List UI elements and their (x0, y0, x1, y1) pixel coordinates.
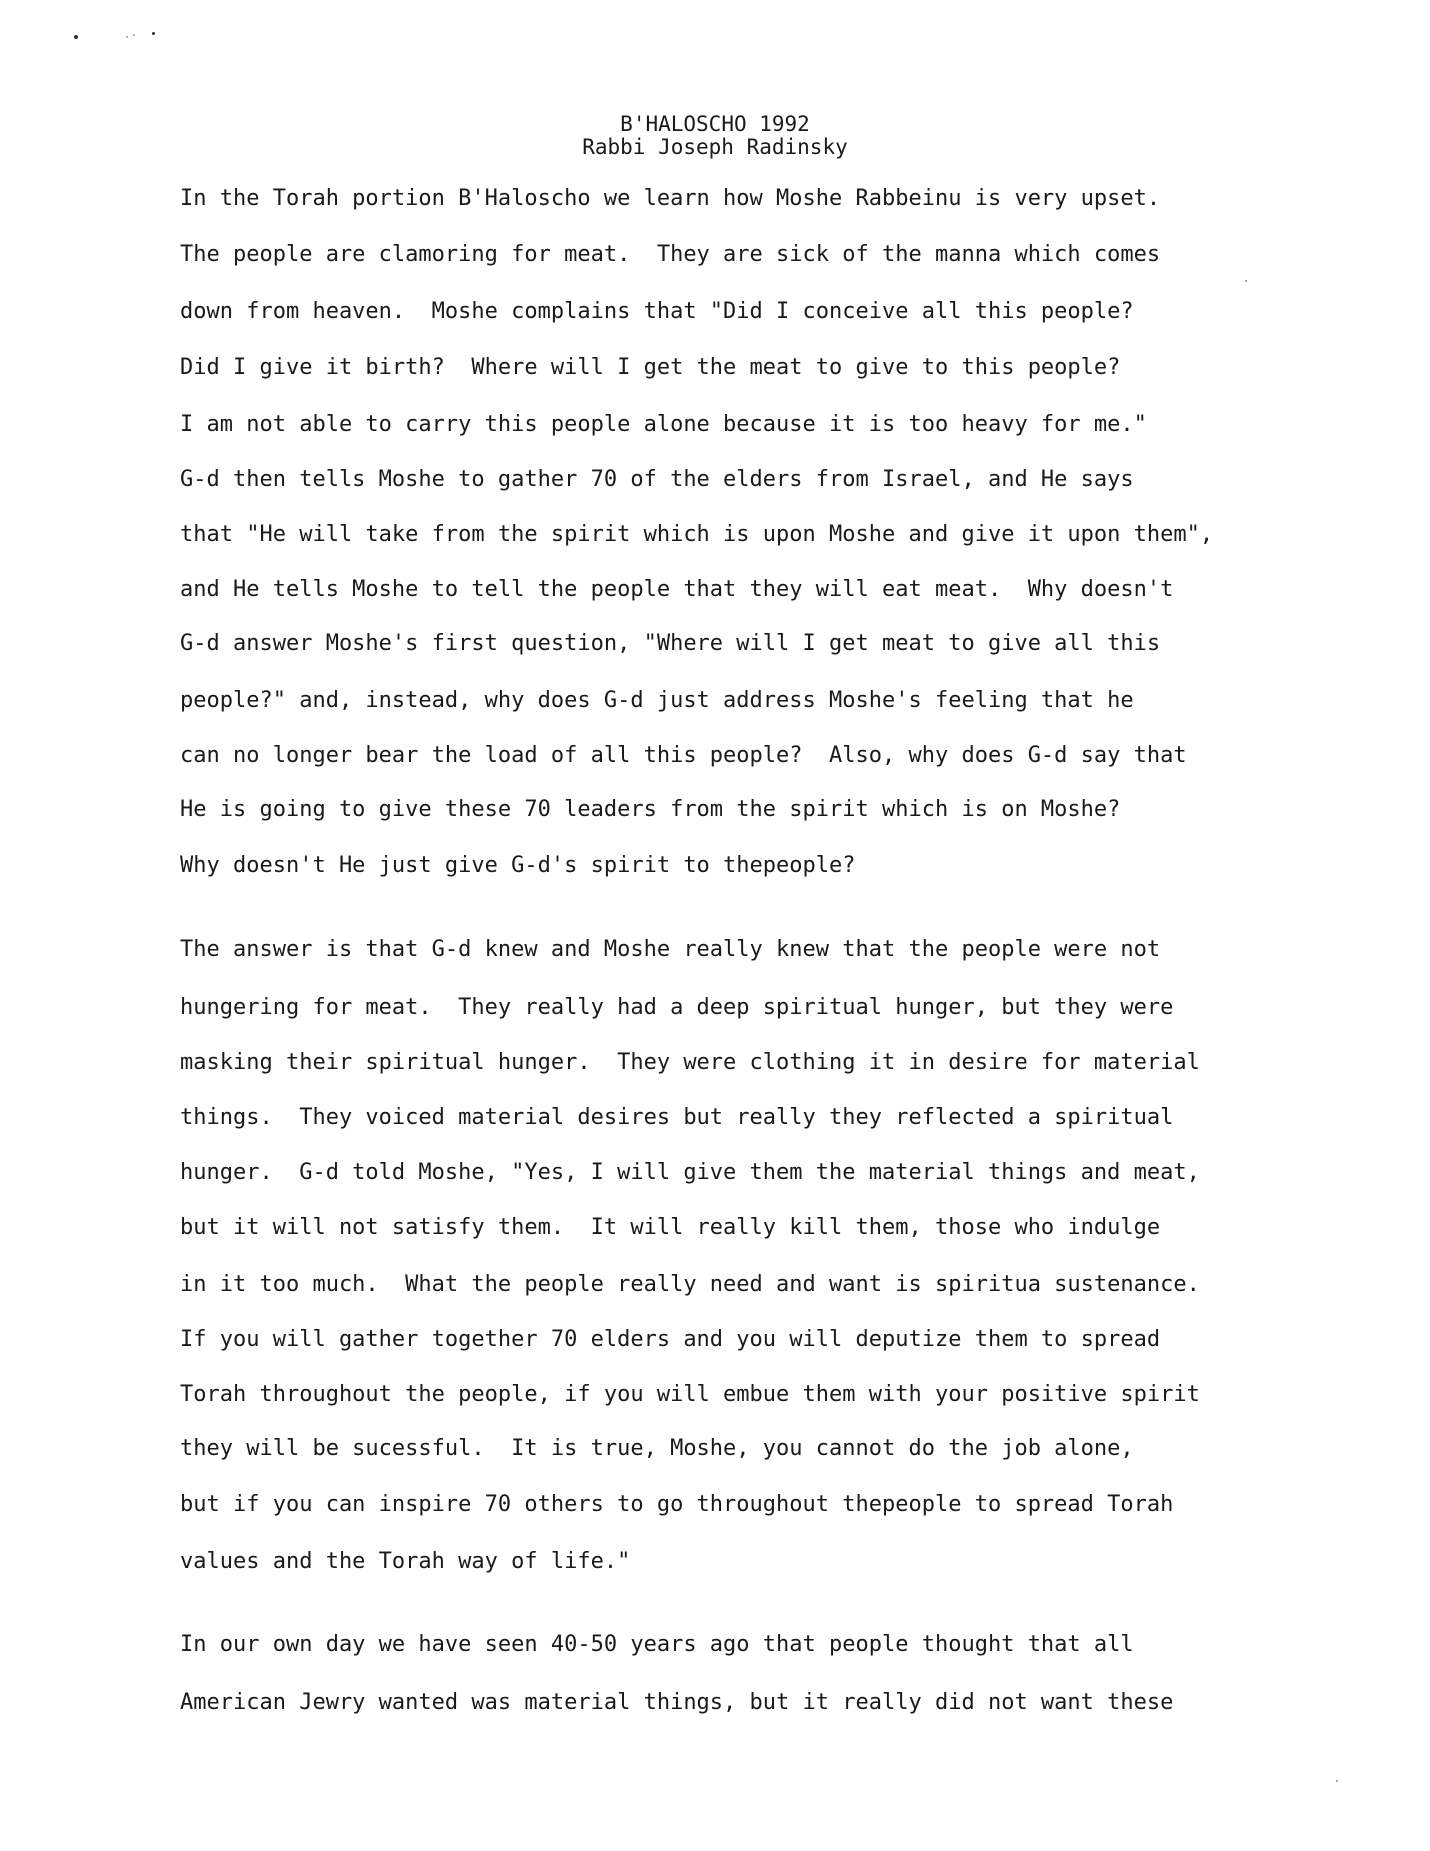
text-line: but if you can inspire 70 others to go throughout thepeople to spread Torah (180, 1492, 1174, 1517)
text-line: masking their spiritual hunger. They were clothing it in desire for material (180, 1050, 1200, 1075)
document-title: B'HALOSCHO 1992 (620, 112, 810, 136)
text-line: hungering for meat. They really had a deep spiritual hunger, but they were (180, 995, 1174, 1020)
text-line: and He tells Moshe to tell the people that they will eat meat. Why doesn't (180, 577, 1174, 602)
text-line: can no longer bear the load of all this people? Also, why does G-d say that (180, 743, 1187, 768)
text-line: He is going to give these 70 leaders from the spirit which is on Moshe? (180, 797, 1121, 822)
text-line: in it too much. What the people really need and want is spiritua sustenance. (180, 1272, 1200, 1297)
text-line: The answer is that G-d knew and Moshe really knew that the people were not (180, 937, 1161, 962)
text-line: Why doesn't He just give G-d's spirit to thepeople? (180, 853, 856, 878)
text-line: people?" and, instead, why does G-d just address Moshe's feeling that he (180, 688, 1134, 713)
text-line: American Jewry wanted was material things, but it really did not want these (180, 1690, 1174, 1715)
document-author: Rabbi Joseph Radinsky (582, 135, 848, 159)
text-line: they will be sucessful. It is true, Moshe, you cannot do the job alone, (180, 1436, 1134, 1461)
text-line: The people are clamoring for meat. They are sick of the manna which comes (180, 242, 1161, 267)
text-line: In our own day we have seen 40-50 years ago that people thought that all (180, 1632, 1134, 1657)
text-line: G-d then tells Moshe to gather 70 of the elders from Israel, and He says (180, 467, 1134, 492)
text-line: In the Torah portion B'Haloscho we learn how Moshe Rabbeinu is very upset. (180, 186, 1161, 211)
scan-speck (1245, 280, 1247, 282)
text-line: down from heaven. Moshe complains that "Did I conceive all this people? (180, 299, 1134, 324)
text-line: values and the Torah way of life." (180, 1549, 631, 1574)
scan-speck (152, 32, 155, 35)
text-line: I am not able to carry this people alone because it is too heavy for me." (180, 412, 1147, 437)
scan-speck (1336, 1780, 1338, 1782)
text-line: If you will gather together 70 elders and you will deputize them to spread (180, 1327, 1161, 1352)
text-line: that "He will take from the spirit which is upon Moshe and give it upon them", (180, 522, 1214, 547)
text-line: but it will not satisfy them. It will really kill them, those who indulge (180, 1215, 1161, 1240)
text-line: things. They voiced material desires but really they reflected a spiritual (180, 1105, 1174, 1130)
scan-speck (133, 34, 135, 36)
text-line: G-d answer Moshe's first question, "Where will I get meat to give all this (180, 631, 1161, 656)
scan-speck (74, 35, 78, 39)
scan-speck (126, 36, 128, 38)
text-line: hunger. G-d told Moshe, "Yes, I will give them the material things and meat, (180, 1160, 1200, 1185)
text-line: Did I give it birth? Where will I get the meat to give to this people? (180, 355, 1121, 380)
text-line: Torah throughout the people, if you will embue them with your positive spirit (180, 1382, 1200, 1407)
